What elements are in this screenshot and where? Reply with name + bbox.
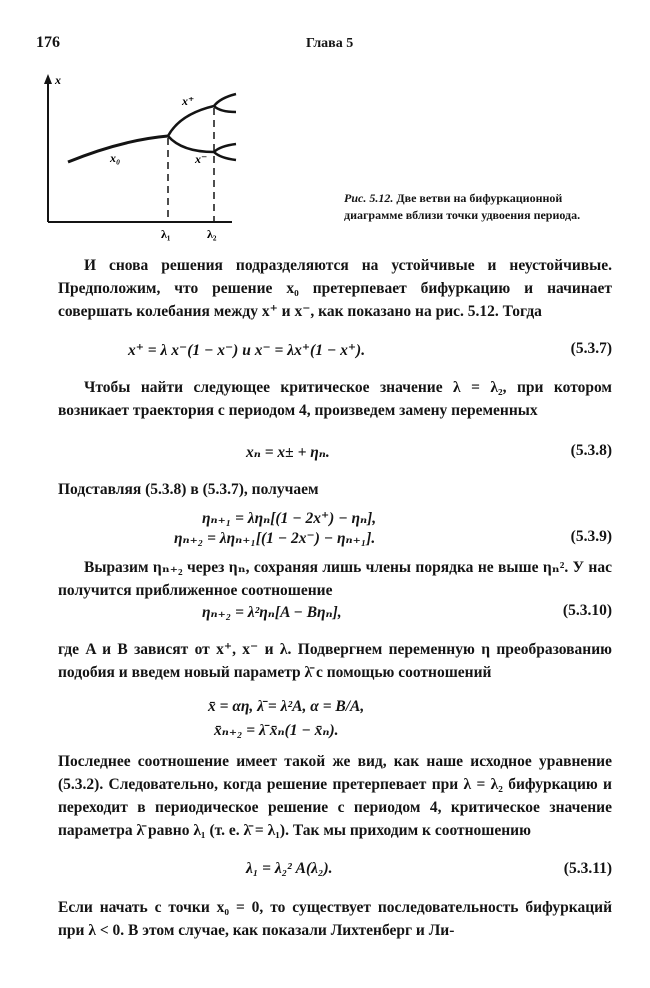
- chapter-title: Глава 5: [306, 36, 354, 51]
- label-x-plus: x⁺: [182, 94, 195, 108]
- label-lambda1: λ₁: [161, 227, 171, 241]
- equation-5-3-7: x⁺ = λ x⁻(1 − x⁻) и x⁻ = λx⁺(1 − x⁺).: [128, 342, 366, 359]
- figure-caption: [344, 190, 616, 224]
- paragraph-6: Последнее соотношение имеет такой же вид, как наше исходное уравнение (5.3.2). Следовательно, когда решение претерпевает при λ = λ₂ бифуркацию и переходит в периодическое решение с периодом 4, критическое значение параметра λ̄ равно λ₁ (т. е. λ̄ = λ₁). Так мы приходим к соотношению: [58, 753, 612, 839]
- equation-5-3-8: xₙ = x± + ηₙ.: [246, 444, 330, 461]
- paragraph-1: И снова решения подразделяются на устойчивые и неустойчивые. Предположим, что решение x₀ претерпевает бифуркацию и начинает совершать колебания между x⁺ и x⁻, как показано на рис. 5.12. Тогда: [58, 257, 612, 320]
- y-axis-label: x: [55, 73, 61, 87]
- equation-5-3-9b: ηₙ₊₂ = ληₙ₊₁[(1 − 2x⁻) − ηₙ₊₁].: [174, 530, 376, 547]
- label-lambda2: λ₂: [207, 227, 217, 241]
- equation-similarity-1: x̄ = αη, λ̄ = λ²A, α = B/A,: [208, 698, 365, 715]
- branch-lower-split: [214, 144, 236, 160]
- caption-text: Две ветви на бифуркационной диаграмме вблизи точки удвоения периода.: [344, 191, 581, 222]
- equation-number-5-3-8: (5.3.8): [570, 442, 612, 459]
- equation-5-3-10: ηₙ₊₂ = λ²ηₙ[A − Bηₙ],: [202, 604, 342, 621]
- bifurcation-diagram: [42, 72, 252, 247]
- paragraph-5: где A и B зависят от x⁺, x⁻ и λ. Подвергнем переменную η преобразованию подобия и введем новый параметр λ̄ с помощью соотношений: [58, 641, 612, 681]
- equation-number-5-3-11: (5.3.11): [563, 860, 612, 877]
- equation-similarity-2: x̄ₙ₊₂ = λ̄ x̄ₙ(1 − x̄ₙ).: [214, 722, 339, 739]
- equation-number-5-3-9: (5.3.9): [570, 528, 612, 545]
- paragraph-3: Подставляя (5.3.8) в (5.3.7), получаем: [58, 481, 319, 498]
- equation-5-3-9a: ηₙ₊₁ = ληₙ[(1 − 2x⁺) − ηₙ],: [202, 510, 377, 527]
- paragraph-7: Если начать с точки x₀ = 0, то существует последовательность бифуркаций при λ < 0. В этом случае, как показали Лихтенберг и Ли-: [58, 899, 612, 939]
- label-x0: x₀: [110, 151, 121, 165]
- branch-x-plus-curve: [168, 106, 214, 136]
- equation-number-5-3-7: (5.3.7): [570, 340, 612, 357]
- branch-upper-split: [214, 94, 236, 112]
- paragraph-2: Чтобы найти следующее критическое значение λ = λ₂, при котором возникает траектория с периодом 4, произведем замену переменных: [58, 379, 612, 419]
- y-axis-arrow-icon: [44, 74, 52, 84]
- branch-x-minus-curve: [168, 136, 214, 152]
- label-x-minus: x⁻: [195, 152, 208, 166]
- equation-5-3-11: λ₁ = λ₂² A(λ₂).: [246, 860, 333, 877]
- paragraph-4: Выразим ηₙ₊₂ через ηₙ, сохраняя лишь члены порядка не выше ηₙ². У нас получится приближенное соотношение: [58, 559, 612, 599]
- page-number: 176: [36, 34, 60, 51]
- equation-number-5-3-10: (5.3.10): [562, 602, 612, 619]
- caption-label: Рис. 5.12.: [344, 191, 394, 205]
